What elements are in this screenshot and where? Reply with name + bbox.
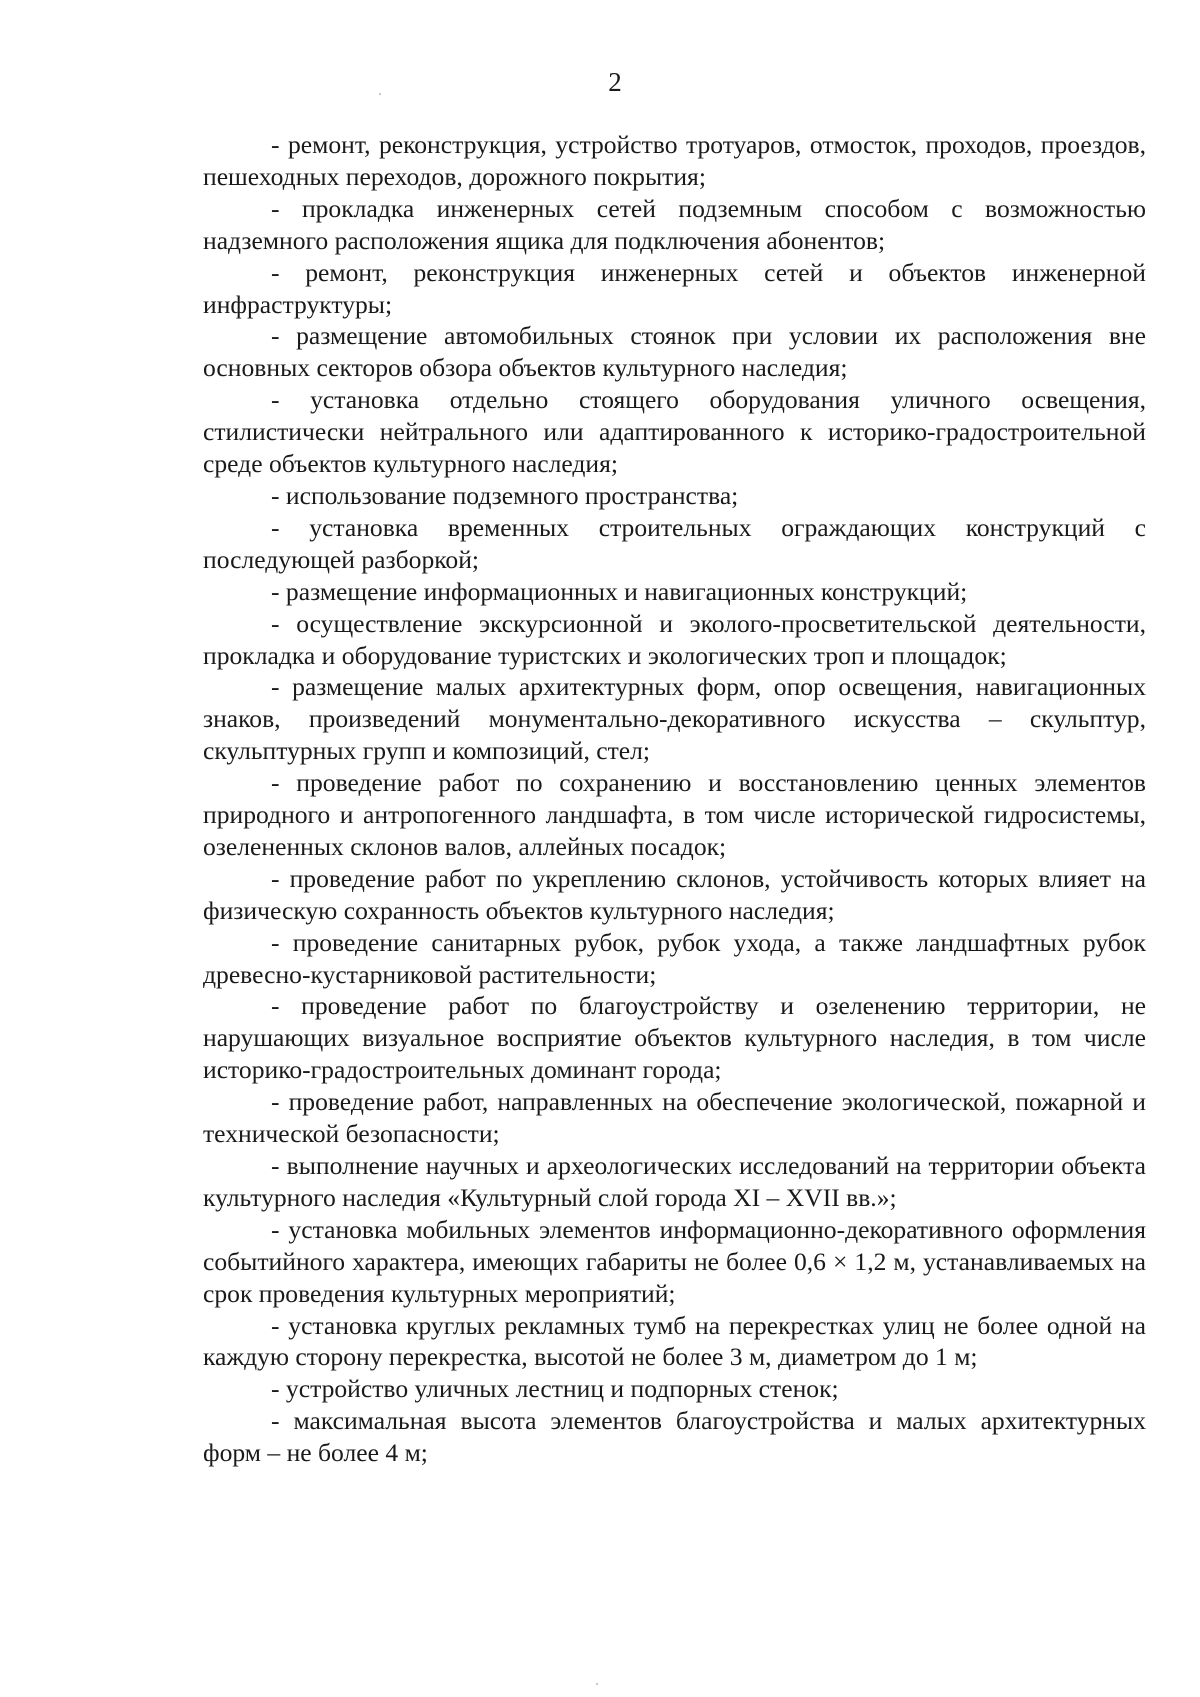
list-item: - установка мобильных элементов информационно-декоративного оформления событийного характера, имеющих габариты не более 0,6 × 1,2 м, устанавливаемых на срок проведения культурных мероприятий; [203,1214,1146,1308]
list-item: - проведение санитарных рубок, рубок ухода, а также ландшафтных рубок древесно-кустарниковой растительности; [203,927,1146,989]
list-item: - проведение работ по укреплению склонов, устойчивость которых влияет на физическую сохранность объектов культурного наследия; [203,863,1146,925]
list-item: - размещение малых архитектурных форм, опор освещения, навигационных знаков, произведений монументально-декоративного искусства – скульптур, скульптурных групп и композиций, стел; [203,672,1146,766]
list-item: - установка отдельно стоящего оборудования уличного освещения, стилистически нейтрального или адаптированного к историко-градостроительной среде объектов культурного наследия; [203,385,1146,479]
list-item: - установка временных строительных ограждающих конструкций с последующей разборкой; [203,512,1146,574]
list-item: - использование подземного пространства; [271,480,739,510]
list-item: - устройство уличных лестниц и подпорных стенок; [271,1374,839,1404]
list-item: - выполнение научных и археологических исследований на территории объекта культурного наследия «Культурный слой города XI – XVII вв.»; [203,1151,1146,1212]
page-number-text: 2 [608,67,622,97]
list-item: - проведение работ по сохранению и восстановлению ценных элементов природного и антропогенного ландшафта, в том числе исторической гидросистемы, озелененных склонов валов, аллейных посадок; [203,768,1146,861]
page-number [0,66,1200,98]
list-item: - установка круглых рекламных тумб на перекрестках улиц не более одной на каждую сторону перекрестка, высотой не более 3 м, диаметром до 1 м; [203,1310,1146,1372]
list-item: - размещение информационных и навигационных конструкций; [271,576,968,606]
scan-speck [596,1683,598,1685]
document-body [203,129,1146,1469]
list-item: - прокладка инженерных сетей подземным способом с возможностью надземного расположения ящика для подключения абонентов; [203,193,1146,255]
list-item: - ремонт, реконструкция, устройство тротуаров, отмосток, проходов, проездов, пешеходных переходов, дорожного покрытия; [203,130,1146,191]
list-item: - максимальная высота элементов благоустройства и малых архитектурных форм – не более 4 м; [203,1406,1146,1468]
list-item: - ремонт, реконструкция инженерных сетей и объектов инженерной инфраструктуры; [203,257,1146,319]
list-item: - осуществление экскурсионной и эколого-просветительской деятельности, прокладка и оборудование туристских и экологических троп и площадок; [203,608,1146,670]
list-item: - проведение работ по благоустройству и озеленению территории, не нарушающих визуальное восприятие объектов культурного наследия, в том числе историко-градостроительных доминант города; [203,991,1146,1085]
list-item: - проведение работ, направленных на обеспечение экологической, пожарной и технической безопасности; [203,1087,1146,1149]
list-item: - размещение автомобильных стоянок при условии их расположения вне основных секторов обзора объектов культурного наследия; [203,321,1146,383]
